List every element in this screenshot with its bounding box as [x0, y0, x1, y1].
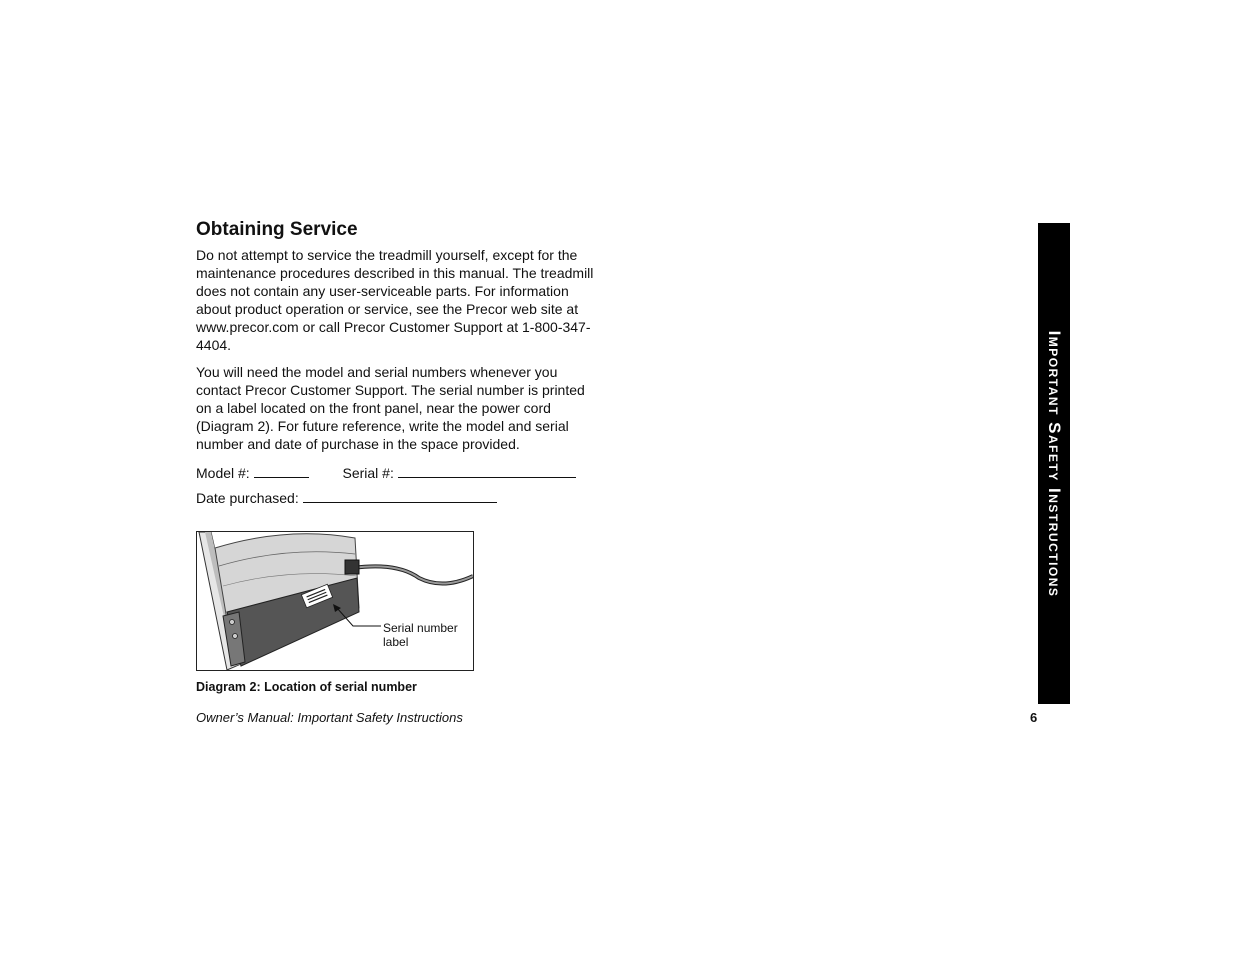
- page-number: 6: [1030, 710, 1038, 725]
- main-content: [196, 218, 596, 507]
- section-heading: Obtaining Service: [196, 219, 358, 240]
- screw-icon: [233, 634, 238, 639]
- model-blank[interactable]: [254, 464, 309, 478]
- paragraph-service-info: Do not attempt to service the treadmill yourself, except for the maintenance procedures described in this manual. The treadmill does not contain any user-serviceable parts. For information about product operation or service, see the Precor web site at www.precor.com or call Precor Customer Support at 1-800-347-4404.: [196, 247, 594, 353]
- date-purchased-blank[interactable]: [303, 489, 497, 503]
- date-purchased-line: [196, 489, 596, 507]
- screw-icon: [230, 620, 235, 625]
- model-serial-line: [196, 464, 596, 482]
- date-purchased-label: Date purchased:: [196, 490, 299, 506]
- serial-number-diagram: [196, 531, 474, 671]
- treadmill-illustration: [197, 532, 473, 670]
- model-label: Model #:: [196, 465, 250, 481]
- diagram-caption: Diagram 2: Location of serial number: [196, 680, 417, 694]
- paragraph-serial-info: You will need the model and serial numbers whenever you contact Precor Customer Support. The serial number is printed on a label located on the front panel, near the power cord (Diagram 2). For future reference, write the model and serial number and date of purchase in the space provided.: [196, 364, 585, 452]
- footer-title: Owner’s Manual: Important Safety Instructions: [196, 710, 463, 725]
- power-plug: [345, 560, 359, 574]
- serial-number-callout: Serial number label: [383, 621, 458, 649]
- serial-blank[interactable]: [398, 464, 576, 478]
- side-tab: [1038, 223, 1070, 704]
- side-tab-label: Important Safety Instructions: [1045, 330, 1064, 597]
- serial-label: Serial #:: [342, 465, 394, 481]
